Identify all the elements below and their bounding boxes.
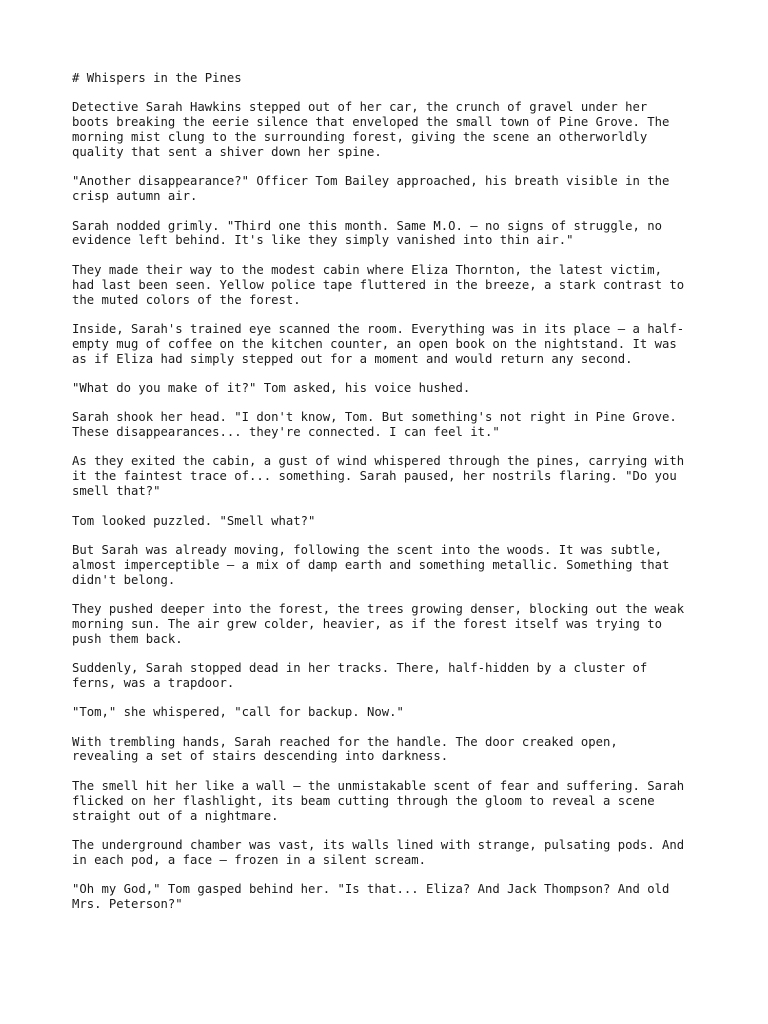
paragraph: The smell hit her like a wall – the unmistakable scent of fear and suffering. Sarah flicked on her flashlight, its beam cutting through the gloom to reveal a scene straight out of a nightmare.	[72, 778, 685, 823]
paragraph: Detective Sarah Hawkins stepped out of her car, the crunch of gravel under her boots breaking the eerie silence that enveloped the small town of Pine Grove. The morning mist clung to the surrounding forest, giving the scene an otherworldly quality that sent a shiver down her spine.	[72, 100, 670, 160]
paragraph: "What do you make of it?" Tom asked, his voice hushed.	[72, 380, 471, 395]
paragraph: They pushed deeper into the forest, the trees growing denser, blocking out the weak morning sun. The air grew colder, heavier, as if the forest itself was trying to push them back.	[72, 601, 685, 646]
paragraph: With trembling hands, Sarah reached for the handle. The door creaked open, revealing a set of stairs descending into darkness.	[72, 734, 618, 764]
paragraph: "Tom," she whispered, "call for backup. Now."	[72, 705, 404, 720]
paragraph: Suddenly, Sarah stopped dead in her tracks. There, half-hidden by a cluster of ferns, was a trapdoor.	[72, 661, 648, 690]
paragraph: Sarah shook her head. "I don't know, Tom. But something's not right in Pine Grove. These disappearances... they're connected. I can feel it."	[72, 410, 677, 440]
paragraph: "Oh my God," Tom gasped behind her. "Is that... Eliza? And Jack Thompson? And old Mrs. Peterson?"	[72, 882, 670, 911]
paragraph: Inside, Sarah's trained eye scanned the room. Everything was in its place – a half- empty mug of coffee on the kitchen counter, an open book on the nightstand. It was as if Eliza had simply stepped out for a moment and would return any second.	[72, 321, 685, 366]
paragraph: They made their way to the modest cabin where Eliza Thornton, the latest victim, had last been seen. Yellow police tape fluttered in the breeze, a stark contrast to the muted colors of the forest.	[72, 262, 685, 307]
paragraph: But Sarah was already moving, following the scent into the woods. It was subtle, almost imperceptible – a mix of damp earth and something metallic. Something that didn't belong.	[72, 542, 670, 587]
paragraph: Tom looked puzzled. "Smell what?"	[72, 513, 316, 528]
document-title: # Whispers in the Pines	[72, 71, 242, 85]
paragraph: As they exited the cabin, a gust of wind whispered through the pines, carrying with it the faintest trace of... something. Sarah paused, her nostrils flaring. "Do you smell that?"	[72, 454, 685, 499]
paragraph: Sarah nodded grimly. "Third one this month. Same M.O. – no signs of struggle, no evidence left behind. It's like they simply vanished into thin air."	[72, 218, 663, 248]
paragraph: "Another disappearance?" Officer Tom Bailey approached, his breath visible in the crisp autumn air.	[72, 174, 670, 204]
paragraph: The underground chamber was vast, its walls lined with strange, pulsating pods. And in each pod, a face – frozen in a silent scream.	[72, 837, 685, 867]
document-body	[72, 71, 700, 926]
